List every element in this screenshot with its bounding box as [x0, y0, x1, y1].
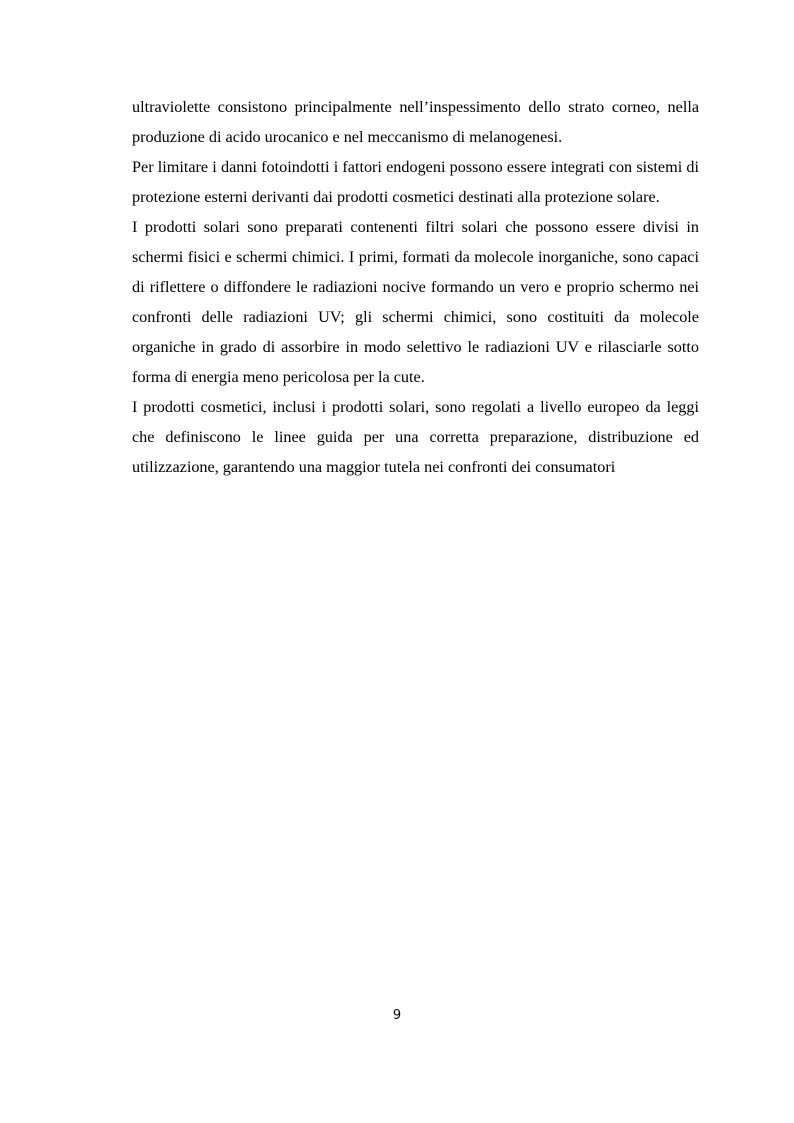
page-number: 9	[392, 1008, 402, 1023]
paragraph-external-protection: Per limitare i danni fotoindotti i fattori endogeni possono essere integrati con sistemi di protezione esterni derivanti dai prodotti cosmetici destinati alla protezione solare.	[132, 158, 699, 206]
paragraph-uv-effects: ultraviolette consistono principalmente nell’inspessimento dello strato corneo, nella produzione di acido urocanico e nel meccanismo di melanogenesi.	[132, 98, 699, 146]
page-body	[132, 92, 699, 482]
paragraph-sun-filters: I prodotti solari sono preparati contenenti filtri solari che possono essere divisi in schermi fisici e schermi chimici. I primi, formati da molecole inorganiche, sono capaci di riflettere o diffondere le radiazioni nocive formando un vero e proprio schermo nei confronti delle radiazioni UV; gli schermi chimici, sono costituiti da molecole organiche in grado di assorbire in modo selettivo le radiazioni UV e rilasciarle sotto forma di energia meno pericolosa per la cute.	[132, 218, 699, 386]
paragraph-regulation: I prodotti cosmetici, inclusi i prodotti solari, sono regolati a livello europeo da leggi che definiscono le linee guida per una corretta preparazione, distribuzione ed utilizzazione, garantendo una maggior tutela nei confronti dei consumatori	[132, 398, 699, 476]
